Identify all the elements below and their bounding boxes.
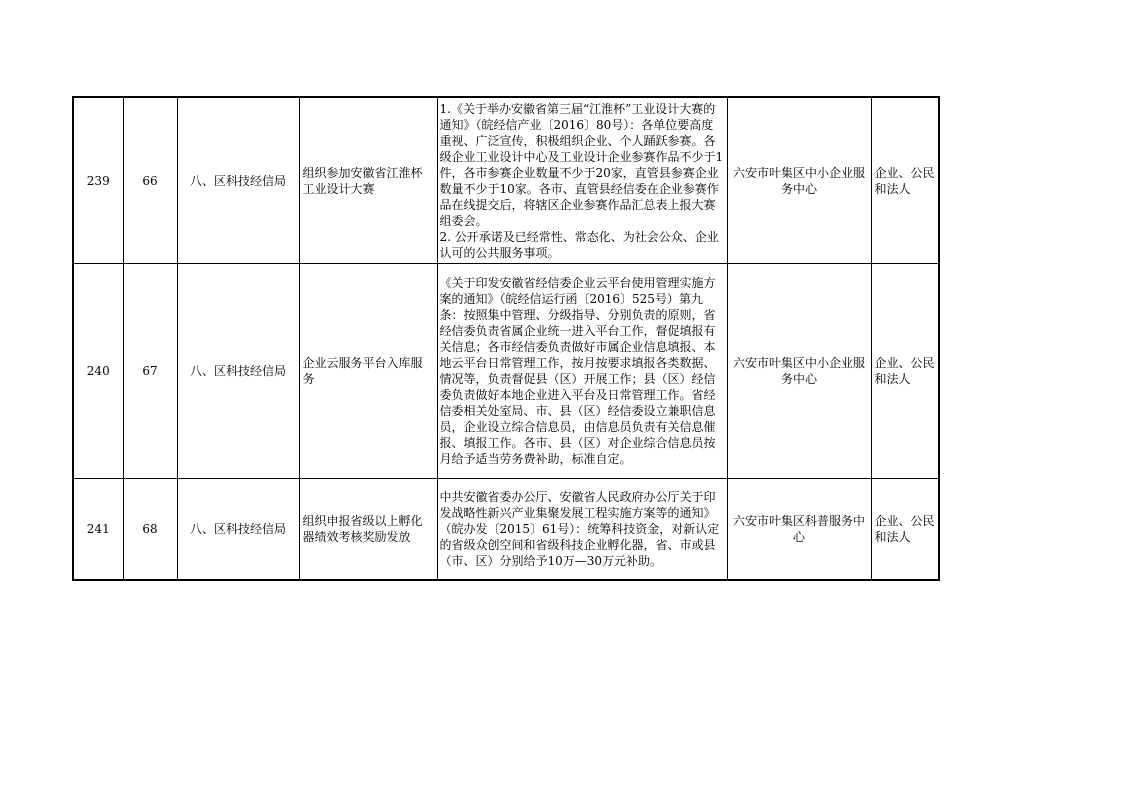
service-items-table — [72, 96, 940, 581]
service-item-cell: 组织参加安徽省江淮杯工业设计大赛 — [299, 97, 437, 264]
item-number-cell: 68 — [123, 479, 177, 581]
department-cell: 八、区科技经信局 — [177, 97, 299, 264]
item-number-cell: 67 — [123, 264, 177, 479]
row-sequence-cell: 240 — [73, 264, 123, 479]
responsible-unit-cell: 六安市叶集区科普服务中心 — [727, 479, 871, 581]
table-row — [73, 479, 939, 581]
table-row — [73, 264, 939, 479]
service-object-cell: 企业、公民和法人 — [871, 479, 939, 581]
responsible-unit-cell: 六安市叶集区中小企业服务中心 — [727, 264, 871, 479]
service-item-cell: 组织申报省级以上孵化器绩效考核奖励发放 — [299, 479, 437, 581]
service-object-cell: 企业、公民和法人 — [871, 264, 939, 479]
department-cell: 八、区科技经信局 — [177, 479, 299, 581]
row-sequence-cell: 239 — [73, 97, 123, 264]
service-object-cell: 企业、公民和法人 — [871, 97, 939, 264]
legal-basis-cell: 1.《关于举办安徽省第三届“江淮杯”工业设计大赛的通知》（皖经信产业〔2016〕80号）：各单位要高度重视、广泛宣传，积极组织企业、个人踊跃参赛。各级企业工业设计中心及工业设计企业参赛作品不少于1件，各市参赛企业数量不少于20家，直管县参赛企业数量不少于10家。各市、直管县经信委在企业参赛作品在线提交后，将辖区企业参赛作品汇总表上报大赛组委会。 2. 公开承诺及已经常性、常态化、为社会公众、企业认可的公共服务事项。 — [437, 97, 727, 264]
responsible-unit-cell: 六安市叶集区中小企业服务中心 — [727, 97, 871, 264]
department-cell: 八、区科技经信局 — [177, 264, 299, 479]
row-sequence-cell: 241 — [73, 479, 123, 581]
service-item-cell: 企业云服务平台入库服务 — [299, 264, 437, 479]
table-row — [73, 97, 939, 264]
legal-basis-cell: 《关于印发安徽省经信委企业云平台使用管理实施方案的通知》（皖经信运行函〔2016〕525号）第九条：按照集中管理、分级指导、分别负责的原则，省经信委负责省属企业统一进入平台工作，督促填报有关信息；各市经信委负责做好市属企业信息填报、本地云平台日常管理工作，按月按要求填报各类数据、情况等，负责督促县（区）开展工作；县（区）经信委负责做好本地企业进入平台及日常管理工作。省经信委相关处室局、市、县（区）经信委设立兼职信息员，企业设立综合信息员，由信息员负责有关信息催报、填报工作。各市、县（区）对企业综合信息员按月给予适当劳务费补助，标准自定。 — [437, 264, 727, 479]
item-number-cell: 66 — [123, 97, 177, 264]
legal-basis-cell: 中共安徽省委办公厅、安徽省人民政府办公厅关于印发战略性新兴产业集聚发展工程实施方案等的通知》（皖办发〔2015〕61号）：统筹科技资金，对新认定的省级众创空间和省级科技企业孵化器，省、市或县（市、区）分别给予10万—30万元补助。 — [437, 479, 727, 581]
